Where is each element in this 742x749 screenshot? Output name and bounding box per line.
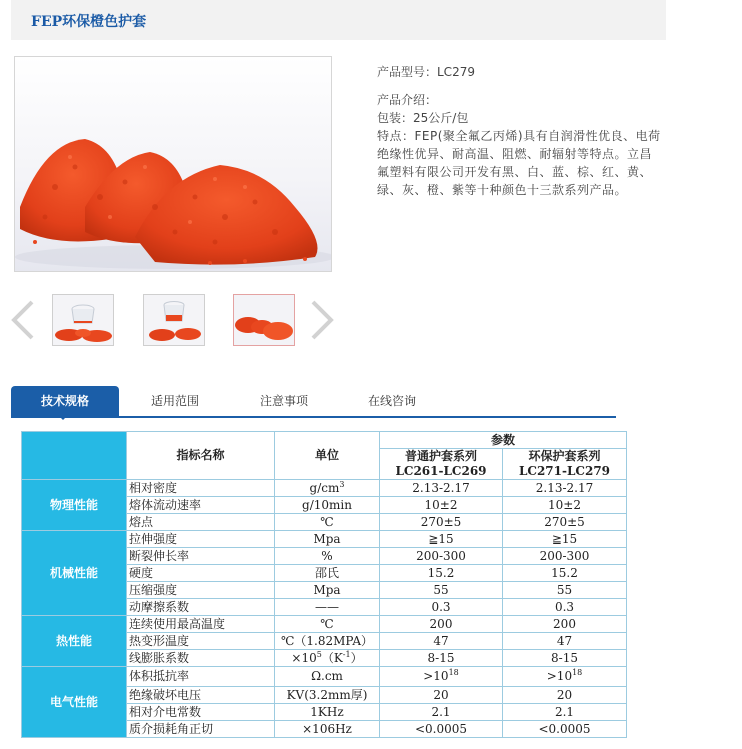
row-unit: —— [275,599,380,616]
row-value-1: $>10^{18}$ [380,667,503,687]
product-intro-label: 产品介绍： [377,93,438,107]
tab-scope[interactable]: 适用范围 [150,394,199,408]
row-name: 熔体流动速率 [127,497,275,514]
row-name: 质介损耗角正切 [127,721,275,738]
series-2-range: LC271-LC279 [518,464,611,478]
row-value-2: 2.13-2.17 [503,480,627,497]
row-name: 熔点 [127,514,275,531]
orange-pellets-image [15,57,331,271]
row-unit: Mpa [275,582,380,599]
row-name: 绝缘破坏电压 [127,687,275,704]
table-row [22,667,627,687]
product-info [377,63,662,199]
row-unit: 1KHz [275,704,380,721]
thumbnail-3[interactable] [233,294,295,346]
chevron-right-icon [309,300,335,340]
row-name: 热变形温度 [127,633,275,650]
row-value-1: 10±2 [380,497,503,514]
header-series-2 [503,449,627,480]
row-value-2: <0.0005 [503,721,627,738]
category-thermal: 热性能 [22,616,127,667]
chevron-left-icon [10,300,36,340]
product-features: 特点：FEP(聚全氟乙丙烯)具有自润滑性优良、电荷绝缘性优异、耐高温、阻燃、耐辐射等特点。立昌氟塑料有限公司开发有黑、白、蓝、棕、红、黄、绿、灰、橙、紫等十种颜色十三款系列产品。 [377,129,661,197]
series-1-name: 普通护套系列 [404,449,477,463]
row-value-2: $>10^{18}$ [503,667,627,687]
row-unit: $\times 10^5(K^{-1})$ [275,650,380,667]
row-value-2: 200-300 [503,548,627,565]
row-value-1: ≧15 [380,531,503,548]
row-unit: Ω.cm [275,667,380,687]
row-name: 相对介电常数 [127,704,275,721]
header-name: 指标名称 [127,432,275,480]
row-value-2: 10±2 [503,497,627,514]
row-name: 连续使用最高温度 [127,616,275,633]
row-unit: ℃（1.82MPA） [275,633,380,650]
category-physical: 物理性能 [22,480,127,531]
row-value-2: 55 [503,582,627,599]
series-1-range: LC261-LC269 [395,464,487,478]
row-value-2: 270±5 [503,514,627,531]
series-2-name: 环保护套系列 [528,449,601,463]
row-value-2: 20 [503,687,627,704]
row-value-1: 55 [380,582,503,599]
active-tab-pointer [58,415,68,420]
row-name: 压缩强度 [127,582,275,599]
page-title: FEP环保橙色护套 [31,14,147,30]
row-unit: KV(3.2mm厚) [275,687,380,704]
table-row [22,531,627,548]
row-value-2: ≧15 [503,531,627,548]
row-value-2: 200 [503,616,627,633]
row-value-1: 20 [380,687,503,704]
tab-specs[interactable]: 技术规格 [11,386,119,416]
spec-table [21,431,627,738]
prev-thumb-button[interactable] [10,300,36,340]
row-value-1: 0.3 [380,599,503,616]
row-name: 动摩擦系数 [127,599,275,616]
row-value-1: 2.13-2.17 [380,480,503,497]
row-name: 体积抵抗率 [127,667,275,687]
tab-notes[interactable]: 注意事项 [259,394,308,408]
row-unit: g/10min [275,497,380,514]
row-value-1: 8-15 [380,650,503,667]
product-model: 产品型号：LC279 [377,65,475,79]
row-value-2: 2.1 [503,704,627,721]
row-name: 拉伸强度 [127,531,275,548]
table-row [22,616,627,633]
category-mechanical: 机械性能 [22,531,127,616]
row-value-2: 15.2 [503,565,627,582]
row-value-1: 2.1 [380,704,503,721]
row-unit: % [275,548,380,565]
row-name: 线膨胀系数 [127,650,275,667]
row-value-1: 200-300 [380,548,503,565]
row-value-1: 15.2 [380,565,503,582]
header-empty-cell [22,432,127,480]
header-unit: 单位 [275,432,380,480]
table-row [22,480,627,497]
row-value-2: 47 [503,633,627,650]
next-thumb-button[interactable] [309,300,335,340]
row-name: 硬度 [127,565,275,582]
product-packing: 包装：25公斤/包 [377,111,469,125]
title-bar [11,0,666,40]
row-unit: ℃ [275,616,380,633]
row-unit: $g/cm^3$ [275,480,380,497]
tab-consult[interactable]: 在线咨询 [367,394,416,408]
tab-bar [11,386,616,418]
row-value-1: 200 [380,616,503,633]
row-value-1: 47 [380,633,503,650]
row-value-1: 270±5 [380,514,503,531]
header-params: 参数 [380,432,627,449]
row-unit: ℃ [275,514,380,531]
header-series-1 [380,449,503,480]
beaker-pellets-thumb-2 [144,295,204,345]
beaker-pellets-thumb [53,295,113,345]
thumbnail-2[interactable] [143,294,205,346]
row-unit: Mpa [275,531,380,548]
row-unit: ×106Hz [275,721,380,738]
row-value-2: 8-15 [503,650,627,667]
orange-pellets-thumb [234,295,294,345]
row-value-2: 0.3 [503,599,627,616]
row-value-1: <0.0005 [380,721,503,738]
row-name: 相对密度 [127,480,275,497]
row-unit: 邵氏 [275,565,380,582]
row-name: 断裂伸长率 [127,548,275,565]
main-product-image[interactable] [14,56,332,272]
thumbnail-1[interactable] [52,294,114,346]
category-electrical: 电气性能 [22,667,127,738]
